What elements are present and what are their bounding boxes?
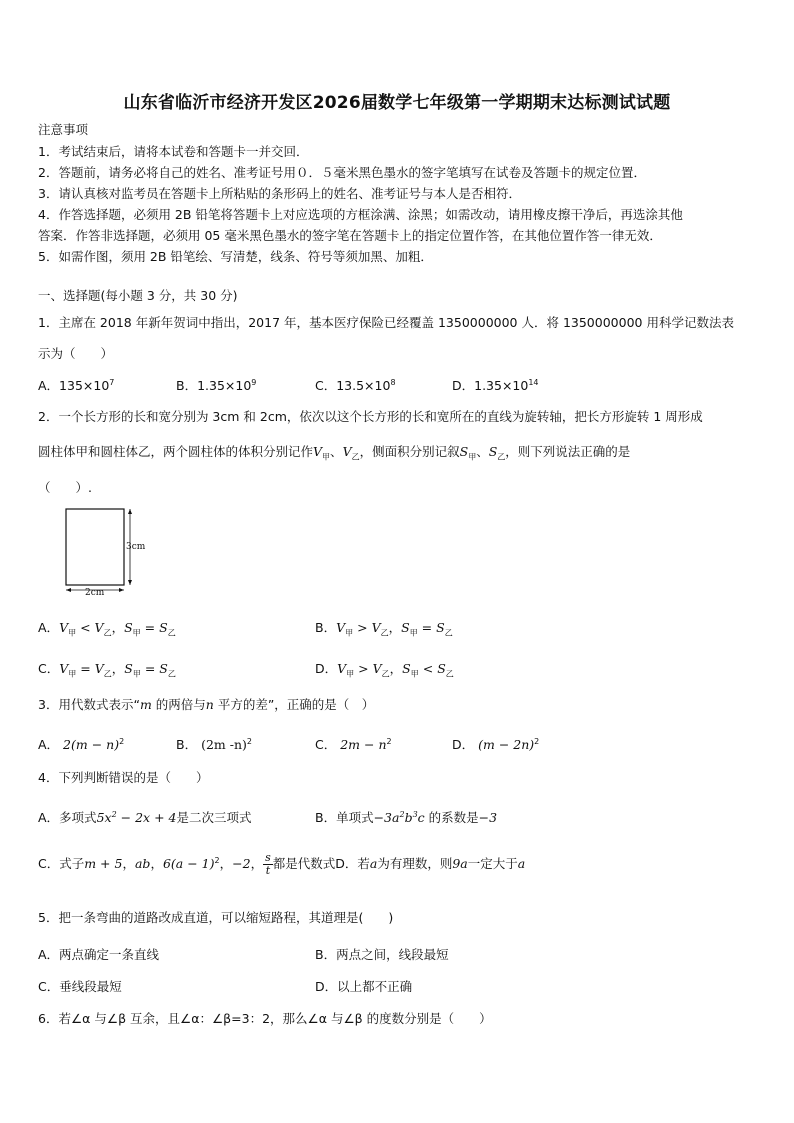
q3-option-b: B． (2m -n)$^2$ <box>176 737 252 753</box>
q5-option-c: C．垂线段最短 <box>38 979 122 994</box>
fraction-s-over-t: $\frac{s}{t}$ <box>265 851 271 877</box>
q1-option-c: C．$13.5\times 10^8$ <box>315 378 396 394</box>
question-4-stem: 4．下列判断错误的是（ ） <box>38 770 209 785</box>
q1-option-d: D．$1.35\times 10^{14}$ <box>452 378 539 394</box>
q4-option-b: B．单项式$-3a^2b^3c$ 的系数是−3 <box>315 810 498 826</box>
q2-option-a: A．$V_甲 < V_乙$，$S_甲 = S_乙$ <box>38 620 176 638</box>
note-item: 1．考试结束后，请将本试卷和答题卡一并交回． <box>38 144 309 159</box>
question-6-stem: 6．若∠α 与∠β 互余，且∠α：∠β=3：2，那么∠α 与∠β 的度数分别是（ ） <box>38 1011 492 1026</box>
note-item: 2．答题前，请务必将自己的姓名、准考证号用０．５毫米黑色墨水的签字笔填写在试卷及答题卡的规定位置． <box>38 165 646 180</box>
question-3-stem: 3．用代数式表示“m 的两倍与n 平方的差”，正确的是（ ） <box>38 697 375 712</box>
q2-option-d: D．$V_甲 > V_乙$，$S_甲 < S_乙$ <box>315 661 454 679</box>
q5-option-d: D．以上都不正确 <box>315 979 413 994</box>
q1-option-b: B．$1.35\times 10^9$ <box>176 378 257 394</box>
q3-option-c: C． $2m - n^2$ <box>315 737 392 753</box>
page-title: 山东省临沂市经济开发区2026届数学七年级第一学期期末达标测试试题 <box>123 93 671 113</box>
question-2-stem: 2．一个长方形的长和宽分别为 3cm 和 2cm，依次以这个长方形的长和宽所在的直线为旋转轴，把长方形旋转 1 周形成 <box>38 409 703 424</box>
note-item: 5．如需作图，须用 2B 铅笔绘、写清楚，线条、符号等须加黑、加粗． <box>38 249 433 264</box>
q4-option-a: A．多项式$5x^2 - 2x + 4$是二次三项式 <box>38 810 252 826</box>
question-1-stem-cont: 示为（ ） <box>38 346 114 361</box>
note-item: 3．请认真核对监考员在答题卡上所粘贴的条形码上的姓名、准考证号与本人是否相符． <box>38 186 521 201</box>
section-heading: 一、选择题(每小题 3 分，共 30 分) <box>38 288 238 303</box>
note-item: 答案．作答非选择题，必须用 05 毫米黑色墨水的签字笔在答题卡上的指定位置作答，在其他位置作答一律无效． <box>38 228 662 243</box>
notes-heading: 注意事项 <box>38 122 89 137</box>
question-1-stem: 1．主席在 2018 年新年贺词中指出，2017 年，基本医疗保险已经覆盖 1350000000 人．将 1350000000 用科学记数法表 <box>38 315 734 330</box>
q3-option-a: A． $2(m - n)^2$ <box>38 737 125 753</box>
fig-height-label: 3cm <box>126 542 146 552</box>
q4-option-c-d: C．式子m + 5，ab，$6(a - 1)^2$，−2， $\frac{s}{t}$ 都是代数式D．若a为有理数，则9a一定大于a <box>38 851 526 877</box>
question-2-stem-cont: 圆柱体甲和圆柱体乙，两个圆柱体的体积分别记作$V_甲$、$V_乙$，侧面积分别记叙$S_甲$、$S_乙$，则下列说法正确的是 <box>38 444 631 462</box>
note-item: 4．作答选择题，必须用 2B 铅笔将答题卡上对应选项的方框涂满、涂黑；如需改动，请用橡皮擦干净后，再选涂其他 <box>38 207 683 222</box>
fig-width-label: 2cm <box>85 588 105 598</box>
q2-option-b: B．$V_甲 > V_乙$，$S_甲 = S_乙$ <box>315 620 453 638</box>
q5-option-a: A．两点确定一条直线 <box>38 947 160 962</box>
question-5-stem: 5．把一条弯曲的道路改成直道，可以缩短路程，其道理是( ) <box>38 910 394 925</box>
q5-option-b: B．两点之间，线段最短 <box>315 947 449 962</box>
q2-option-c: C．$V_甲 = V_乙$，$S_甲 = S_乙$ <box>38 661 176 679</box>
question-2-stem-end: （ ）. <box>38 480 92 495</box>
q3-option-d: D． $(m - 2n)^2$ <box>452 737 540 753</box>
rectangle-figure <box>60 503 160 603</box>
q1-option-a: A．$135\times 10^7$ <box>38 378 115 394</box>
